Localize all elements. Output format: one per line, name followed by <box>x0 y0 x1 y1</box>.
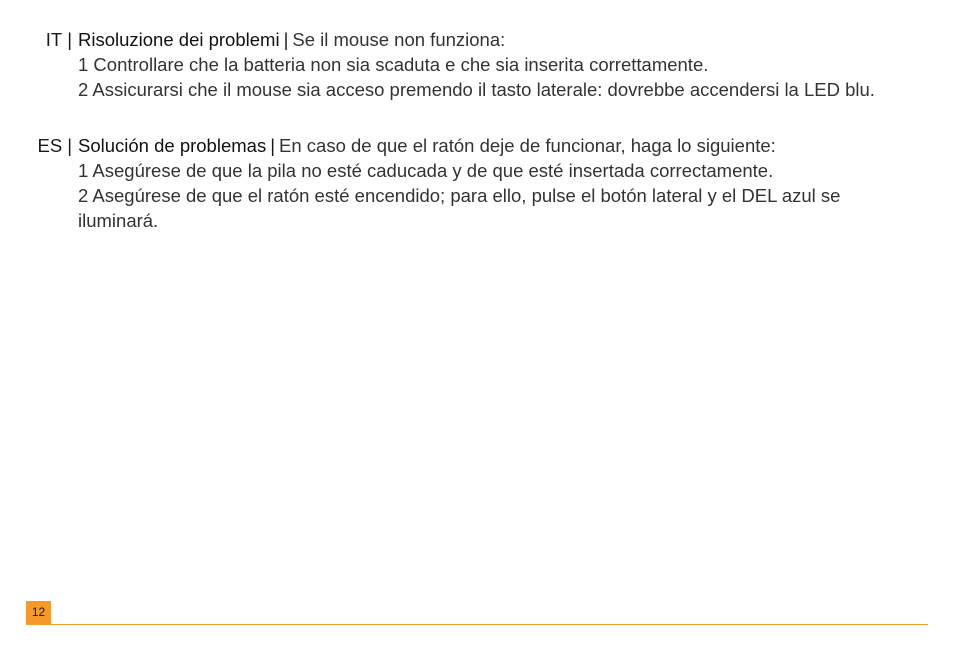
section-heading <box>78 133 900 158</box>
section-heading <box>78 27 900 52</box>
section-title: Solución de problemas <box>78 135 267 156</box>
section-content <box>78 133 920 233</box>
language-separator: | <box>67 29 72 50</box>
list-item: 1 Controllare che la batteria non sia scaduta e che sia inserita correttamente. <box>78 54 709 75</box>
language-code: ES <box>37 135 63 156</box>
section-intro: En caso de que el ratón deje de funcionar, haga lo siguiente: <box>279 135 776 156</box>
section-italian <box>0 27 920 102</box>
language-code: IT <box>45 29 63 50</box>
title-separator: | <box>270 135 276 156</box>
list-item: 1 Asegúrese de que la pila no esté caducada y de que esté insertada correctamente. <box>78 160 774 181</box>
footer-divider <box>26 624 928 625</box>
list-item: 2 Asegúrese de que el ratón esté encendido; para ello, pulse el botón lateral y el DEL azul se iluminará. <box>78 185 841 231</box>
section-title: Risoluzione dei problemi <box>78 29 280 50</box>
section-intro: Se il mouse non funziona: <box>292 29 506 50</box>
language-label <box>0 133 78 233</box>
section-content <box>78 27 920 102</box>
title-separator: | <box>283 29 289 50</box>
list-item: 2 Assicurarsi che il mouse sia acceso premendo il tasto laterale: dovrebbe accendersi la LED blu. <box>78 79 875 100</box>
language-label <box>0 27 78 102</box>
language-separator: | <box>67 135 72 156</box>
page-number-badge: 12 <box>26 601 51 624</box>
section-spanish <box>0 133 920 233</box>
